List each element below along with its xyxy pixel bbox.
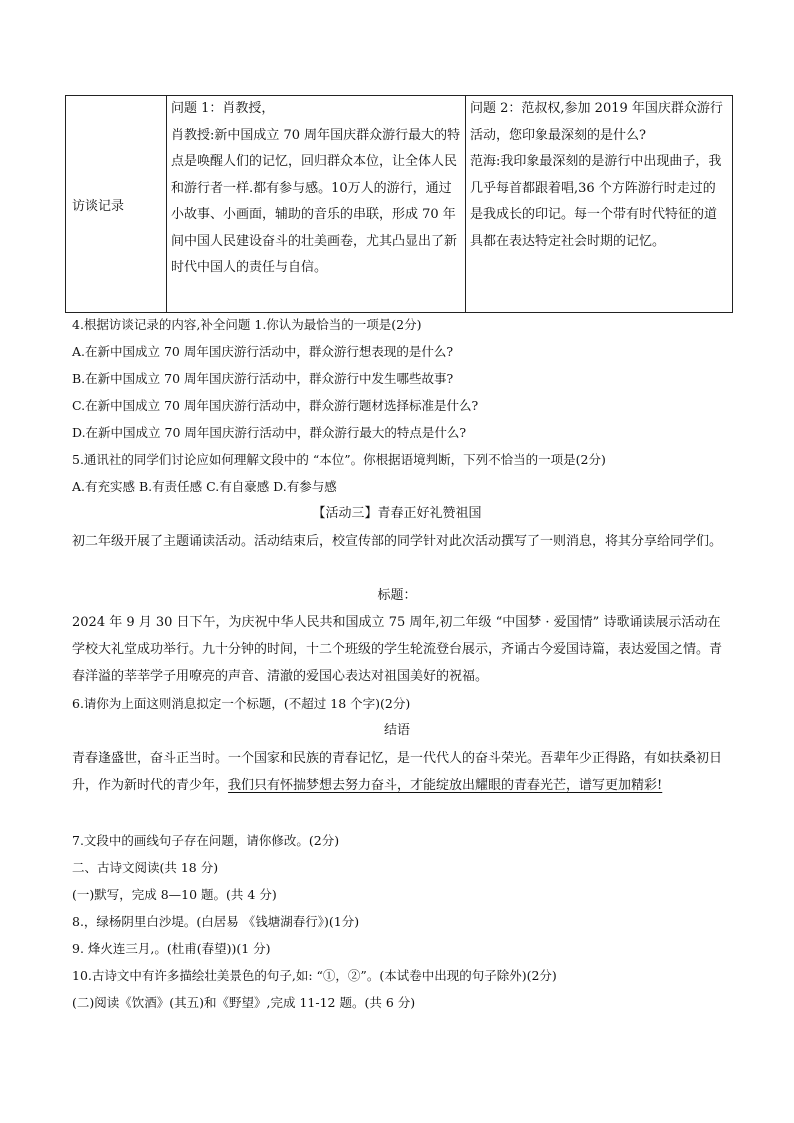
news-title-label: 标题： xyxy=(377,588,417,603)
q4-option-c: C.在新中国成立 70 周年国庆游行活动中，群众游行题材选择标准是什么? xyxy=(72,398,479,413)
interview-cell-question2 xyxy=(466,96,733,313)
q4-option-d: D.在新中国成立 70 周年国庆游行活动中，群众游行最大的特点是什么? xyxy=(72,425,467,440)
news-body-text: 2024 年 9 月 30 日下午，为庆祝中华人民共和国成立 75 周年,初二年级 “中国梦 · 爱国情” 诗歌诵读展示活动在学校大礼堂成功举行。九十分钟的时间，十二个班级的学生轮流登台展示，齐诵古今爱国诗篇，表达爱国之情。青春洋溢的莘莘学子用嘹亮的声音、清澈的爱国心表达对祖国美好的祝福。 xyxy=(72,615,723,684)
q10-stem: 10.古诗文中有许多描绘壮美景色的句子,如: “①，②”。(本试卷中出现的句子除外)(2分) xyxy=(72,968,557,983)
q4-stem: 4.根据访谈记录的内容,补全问题 1.你认为最恰当的一项是(2分) xyxy=(72,317,422,332)
question2-title: 问题 2：范叔权,参加 2019 年国庆群众游行活动，您印象最深刻的是什么? xyxy=(470,101,723,143)
sub2-heading: (二)阅读《饮酒》(其五)和《野望》,完成 11-12 题。(共 6 分) xyxy=(72,995,416,1010)
question1-title: 问题 1：肖教授， xyxy=(171,101,275,116)
activity3-intro-text: 初二年级开展了主题诵读活动。活动结束后，校宣传部的同学针对此次活动撰写了一则消息，将其分享给同学们。 xyxy=(72,534,723,549)
q4-option-b: B.在新中国成立 70 周年国庆游行活动中，群众游行中发生哪些故事? xyxy=(72,371,454,386)
conclusion-paragraph xyxy=(72,745,722,799)
q5-options: A.有充实感 B.有责任感 C.有自豪感 D.有参与感 xyxy=(72,479,337,494)
q6-stem: 6.请你为上面这则消息拟定一个标题，(不超过 18 个字)(2分) xyxy=(72,696,411,711)
conclusion-heading: 结语 xyxy=(383,723,410,738)
activity3-intro xyxy=(72,528,722,555)
interview-row xyxy=(66,96,733,313)
activity3-heading: 【活动三】青春正好礼赞祖国 xyxy=(312,506,482,521)
conclusion-text: 青春逢盛世，奋斗正当时。一个国家和民族的青春记忆，是一代代人的奋斗荣光。吾辈年少正得路，有如扶桑初日升，作为新时代的青少年， xyxy=(72,751,723,793)
question2-answer: 范海:我印象最深刻的是游行中出现曲子，我几乎每首都跟着唱,36 个方阵游行时走过的是我成长的印记。每一个带有时代特征的道具都在表达特定社会时期的记忆。 xyxy=(470,154,722,249)
q9-stem: 9. 烽火连三月,。(杜甫(春望))(1 分) xyxy=(72,941,271,956)
sub1-heading: (一)默写，完成 8—10 题。(共 4 分) xyxy=(72,887,277,902)
q7-stem: 7.文段中的画线句子存在问题，请你修改。(2分) xyxy=(72,833,340,848)
interview-table xyxy=(65,95,733,313)
interview-row-label-cell xyxy=(66,96,167,313)
conclusion-underlined-sentence: 我们只有怀揣梦想去努力奋斗，才能绽放出耀眼的青春光芒，谱写更加精彩! xyxy=(228,778,663,793)
interview-cell-question1 xyxy=(167,96,466,313)
news-body xyxy=(72,609,722,690)
q5-stem: 5.通讯社的同学们讨论应如何理解文段中的 “本位”。你根据语境判断，下列不恰当的一项是(2分) xyxy=(72,452,606,467)
interview-row-label: 访谈记录 xyxy=(72,198,125,214)
q4-option-a: A.在新中国成立 70 周年国庆游行活动中，群众游行想表现的是什么? xyxy=(72,344,454,359)
q8-stem: 8.，绿杨阴里白沙堤。(白居易 《钱塘湖春行》)(1分) xyxy=(72,914,360,929)
section2-heading: 二、古诗文阅读(共 18 分) xyxy=(72,860,219,875)
question1-answer: 肖教授:新中国成立 70 周年国庆群众游行最大的特点是唤醒人们的记忆，回归群众本位，让全体人民和游行者一样.都有参与感。10万人的游行，通过小故事、小画面，辅助的音乐的串联，形成 70 年间中国人民建设奋斗的壮美画卷，尤其凸显出了新时代中国人的责任与自信。 xyxy=(171,127,461,275)
